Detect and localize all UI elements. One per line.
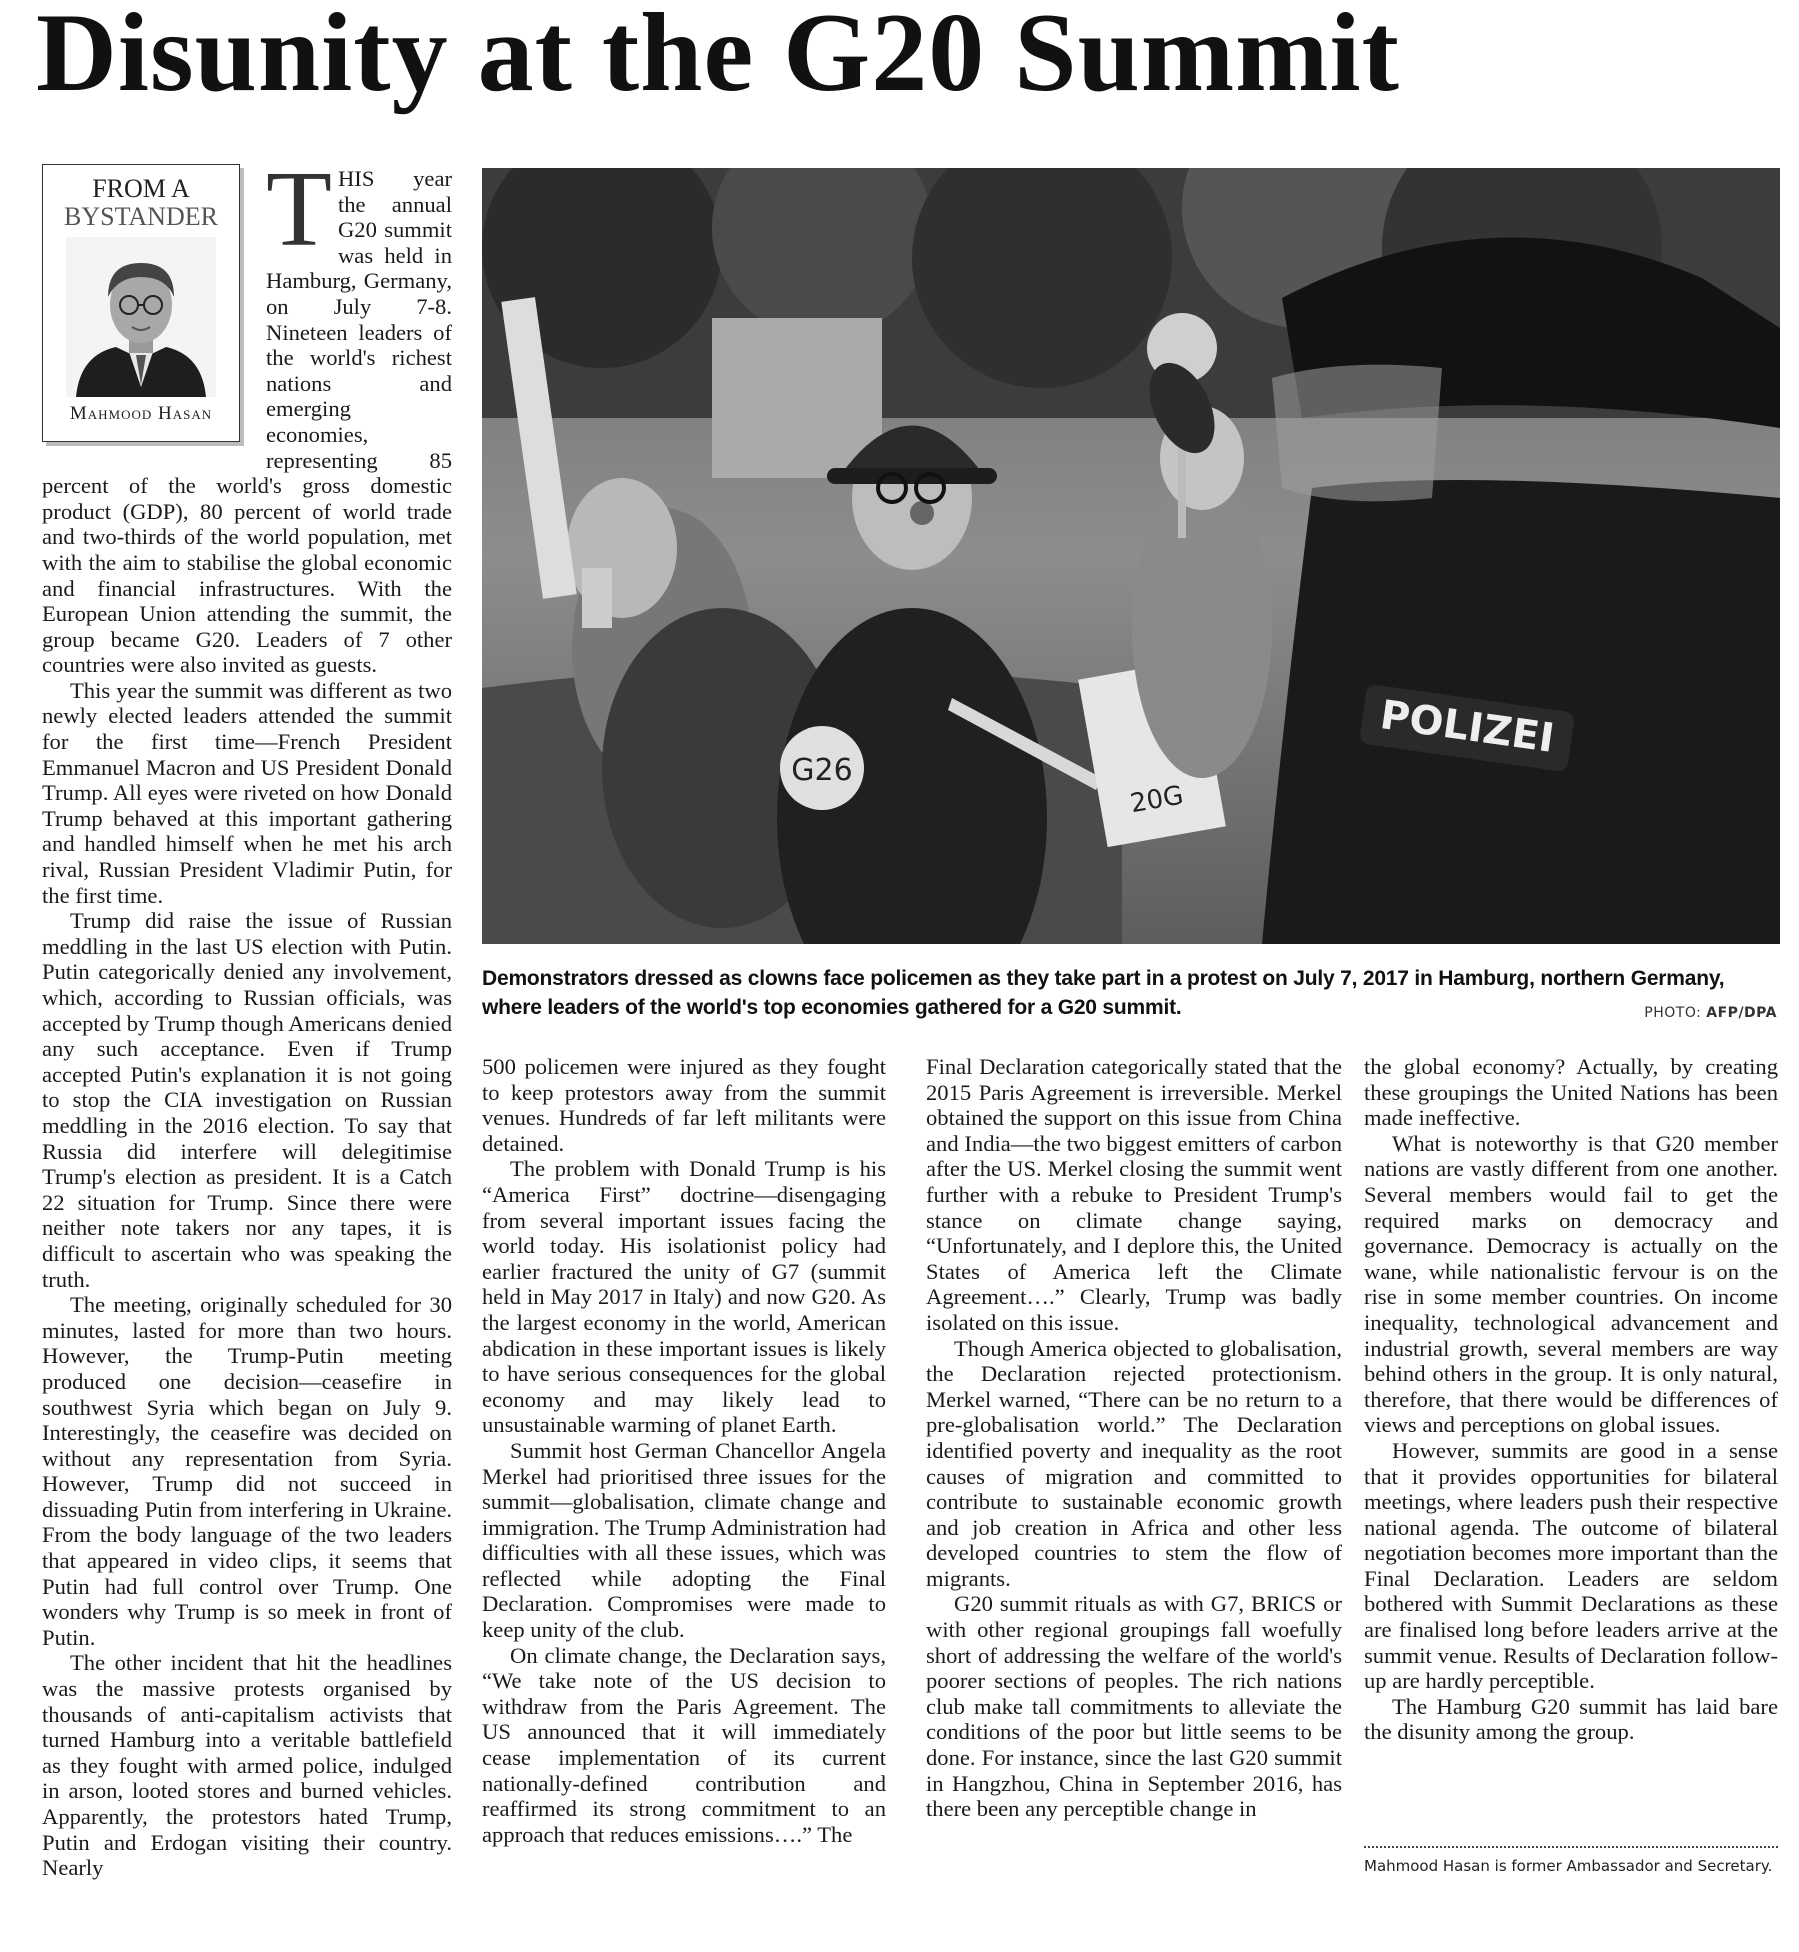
paragraph: Final Declaration categorically stated that the 2015 Paris Agreement is irreversible. Merkel obtained the support on this issue from China and India—the two biggest emitters of carbon after the US. Merkel closing the summit went further with a rebuke to President Trump's stance on climate change saying, “Unfortunately, and I deplore this, the United States of America left the Climate Agreement….” Clearly, Trump was badly isolated on this issue. — [926, 1054, 1342, 1335]
headline: Disunity at the G20 Summit — [36, 0, 1400, 115]
paragraph: However, summits are good in a sense that it provides opportunities for bilateral meetings, where leaders push their respective national agenda. The outcome of bilateral negotiation becomes more important than the Final Declaration. Leaders are seldom bothered with Summit Declarations as these are finalised long before leaders arrive at the summit venue. Results of Declaration follow-up are hardly perceptible. — [1364, 1437, 1778, 1694]
paragraph: This year the summit was different as two newly elected leaders attended the summit for the first time—French President Emmanuel Macron and US President Donald Trump. All eyes were riveted on how Donald Trump behaved at this important gathering and handled himself when he met his arch rival, Russian President Vladimir Putin, for the first time. — [42, 677, 452, 908]
costume-medal-text: G26 — [791, 753, 853, 788]
paragraph: The meeting, originally scheduled for 30 minutes, lasted for more than two hours. However, the Trump-Putin meeting produced one decision—ceasefire in southwest Syria which began on July 9. Interestingly, the ceasefire was decided on without any representation from Syria. However, Trump did not succeed in dissuading Putin from interfering in Ukraine. From the body language of the two leaders that appeared in video clips, it seems that Putin had full control over Trump. One wonders why Trump is so meek in front of Putin. — [42, 1292, 452, 1650]
protest-sign-text: 20G — [1128, 780, 1186, 820]
column-label-line2: BYSTANDER — [64, 202, 218, 231]
article-column-2 — [482, 1054, 886, 1847]
paragraph: 500 policemen were injured as they fought to keep protestors away from the summit venues. Hundreds of far left militants were detained. — [482, 1054, 886, 1156]
article-column-3 — [926, 1054, 1342, 1822]
article-column-1 — [42, 150, 452, 1881]
author-name: Mahmood Hasan — [69, 403, 213, 424]
footnote-divider — [1364, 1846, 1778, 1848]
paragraph: Though America objected to globalisation, the Declaration rejected protectionism. Merkel warned, “There can be no return to a pre-globalisation world.” The Declaration identified poverty and inequality as the root causes of migration and committed to contribute to sustainable economic growth and job creation in Africa and other less developed countries to stem the flow of migrants. — [926, 1335, 1342, 1591]
paragraph: The problem with Donald Trump is his “America First” doctrine—disengaging from several important issues facing the world today. His isolationist policy had earlier fractured the unity of G7 (summit held in May 2017 in Italy) and now G20. As the largest economy in the world, American abdication in these important issues is likely to have serious consequences for the global economy and may likely lead to unsustainable warming of planet Earth. — [482, 1156, 886, 1438]
column-label-line1: FROM A — [92, 174, 190, 203]
author-footnote: Mahmood Hasan is former Ambassador and Secretary. — [1364, 1857, 1773, 1875]
photo-caption: Demonstrators dressed as clowns face policemen as they take part in a protest on July 7, 2017 in Hamburg, northern Germany, where leaders of the world's top economies gathered for a G20 summit. — [482, 967, 1725, 1019]
paragraph: G20 summit rituals as with G7, BRICS or with other regional groupings fall woefully short of addressing the welfare of the world's poorer sections of peoples. The rich nations club make tall commitments to alleviate the conditions of the poor but little seems to be done. For instance, since the last G20 summit in Hangzhou, China in September 2016, has there been any perceptible change in — [926, 1591, 1342, 1822]
police-badge-text: POLIZEI — [1377, 692, 1557, 762]
paragraph: The Hamburg G20 summit has laid bare the disunity among the group. — [1364, 1693, 1778, 1745]
article-column-4 — [1364, 1054, 1778, 1745]
paragraph: What is noteworthy is that G20 member nations are vastly different from one another. Several members would fail to get the required marks on democracy and governance. Democracy is actually on the wane, while nationalistic fervour is on the rise in some member countries. On income inequality, technological advancement and industrial growth, several members are way behind others in the group. It is only natural, therefore, that there would be differences of views and perceptions on global issues. — [1364, 1130, 1778, 1438]
paragraph: the global economy? Actually, by creating these groupings the United Nations has been made ineffective. — [1364, 1054, 1778, 1131]
paragraph: Summit host German Chancellor Angela Merkel had prioritised three issues for the summit—globalisation, climate change and immigration. The Trump Administration had difficulties with all these issues, which was reflected while adopting the Final Declaration. Compromises were made to keep unity of the club. — [482, 1437, 886, 1643]
paragraph: Trump did raise the issue of Russian meddling in the last US election with Putin. Putin categorically denied any involvement, which, according to Russian officials, was accepted by Trump though Americans denied any such acceptance. Even if Trump accepted Putin's explanation it is not going to stop the CIA investigation on Russian meddling in the 2016 election. To say that Russia did interfere will delegitimise Trump's election as president. It is a Catch 22 situation for Trump. Since there were neither note takers nor any tapes, it is difficult to ascertain who was speaking the truth. — [42, 908, 452, 1292]
photo-credit: PHOTO: AFP/DPA — [1644, 1005, 1777, 1021]
drop-cap: T — [266, 150, 332, 269]
paragraph: On climate change, the Declaration says, “We take note of the US decision to withdraw from the Paris Agreement. The US announced that it will immediately cease implementation of its current nationally-defined contribution and reaffirmed its strong commitment to an approach that reduces emissions….” The — [482, 1642, 886, 1847]
protest-photo — [482, 168, 1780, 944]
paragraph: THIS year the annual G20 summit was held in Hamburg, Germany, on July 7-8. Nineteen leaders of the world's richest nations and emerging economies, representing 85 percent of the world's gross domestic product (GDP), 80 percent of world trade and two-thirds of the world population, met with the aim to stabilise the global economic and financial infrastructures. With the European Union attending the summit, the group became G20. Leaders of 7 other countries were also invited as guests. — [42, 150, 452, 678]
paragraph: The other incident that hit the headlines was the massive protests organised by thousands of anti-capitalism activists that turned Hamburg into a veritable battlefield as they fought with armed police, indulged in arson, looted stores and burned vehicles. Apparently, the protestors hated Trump, Putin and Erdogan visiting their country. Nearly — [42, 1650, 452, 1881]
